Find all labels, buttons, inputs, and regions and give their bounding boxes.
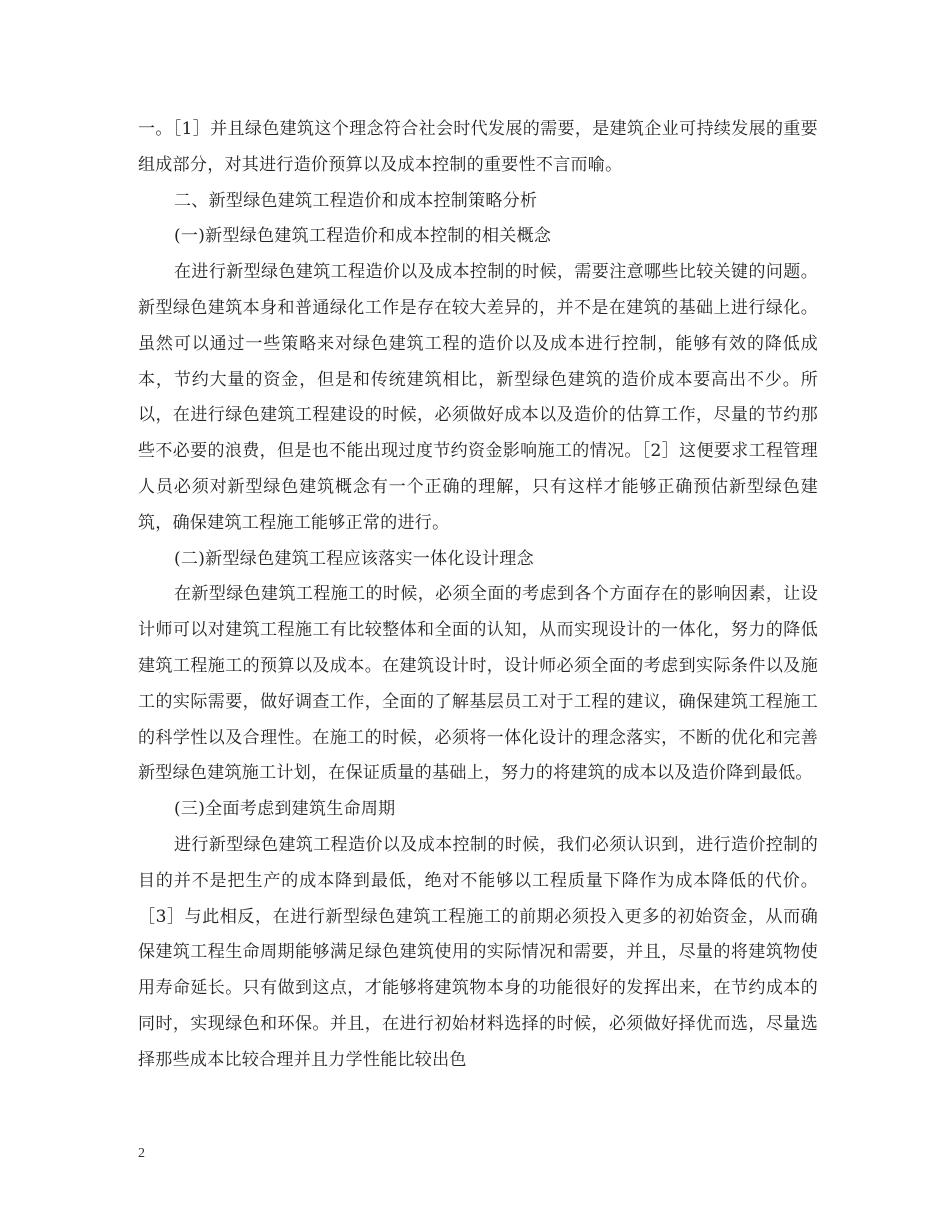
page-number: 2 <box>138 1146 145 1161</box>
paragraph-lifecycle: 进行新型绿色建筑工程造价以及成本控制的时候，我们必须认识到，进行造价控制的目的并不是把生产的成本降到最低，绝对不能够以工程质量下降作为成本降低的代价。［3］与此相反，在进行新型绿色建筑工程施工的前期必须投入更多的初始资金，从而确保建筑工程生命周期能够满足绿色建筑使用的实际情况和需要，并且，尽量的将建筑物使用寿命延长。只有做到这点，才能够将建筑物本身的功能很好的发挥出来，在节约成本的同时，实现绿色和环保。并且，在进行初始材料选择的时候，必须做好择优而选，尽量选择那些成本比较合理并且力学性能比较出色 <box>138 834 818 1070</box>
paragraph-concept: 在进行新型绿色建筑工程造价以及成本控制的时候，需要注意哪些比较关键的问题。新型绿色建筑本身和普通绿化工作是存在较大差异的，并不是在建筑的基础上进行绿化。虽然可以通过一些策略来对绿色建筑工程的造价以及成本进行控制，能够有效的降低成本，节约大量的资金，但是和传统建筑相比，新型绿色建筑的造价成本要高出不少。所以，在进行绿色建筑工程建设的时候，必须做好成本以及造价的估算工作，尽量的节约那些不必要的浪费，但是也不能出现过度节约资金影响施工的情况。［2］这便要求工程管理人员必须对新型绿色建筑概念有一个正确的理解，只有这样才能够正确预估新型绿色建筑，确保建筑工程施工能够正常的进行。 <box>138 262 818 533</box>
subsection-heading-2: (二)新型绿色建筑工程应该落实一体化设计理念 <box>174 548 534 569</box>
section-heading-2: 二、新型绿色建筑工程造价和成本控制策略分析 <box>174 190 538 211</box>
document-body <box>138 112 818 1079</box>
subsection-heading-3: (三)全面考虑到建筑生命周期 <box>174 799 396 820</box>
subsection-heading-1: (一)新型绿色建筑工程造价和成本控制的相关概念 <box>174 226 552 247</box>
paragraph-continuation: 一。［1］并且绿色建筑这个理念符合社会时代发展的需要，是建筑企业可持续发展的重要组成部分，对其进行造价预算以及成本控制的重要性不言而喻。 <box>138 119 818 175</box>
paragraph-integrated-design: 在新型绿色建筑工程施工的时候，必须全面的考虑到各个方面存在的影响因素，让设计师可以对建筑工程施工有比较整体和全面的认知，从而实现设计的一体化，努力的降低建筑工程施工的预算以及成本。在建筑设计时，设计师必须全面的考虑到实际条件以及施工的实际需要，做好调查工作，全面的了解基层员工对于工程的建议，确保建筑工程施工的科学性以及合理性。在施工的时候，必须将一体化设计的理念落实，不断的优化和完善新型绿色建筑施工计划，在保证质量的基础上，努力的将建筑的成本以及造价降到最低。 <box>138 584 818 784</box>
